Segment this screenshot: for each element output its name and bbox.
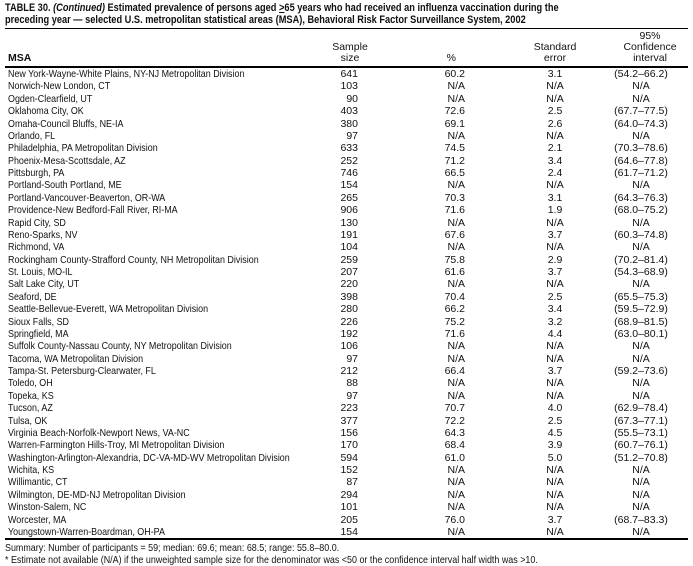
standard-error-cell: 3.7: [547, 365, 563, 377]
sample-size-cell: 130: [340, 216, 358, 229]
table-number: TABLE 30.: [5, 3, 54, 14]
confidence-interval-cell: (70.3–78.6): [614, 142, 668, 155]
sample-size-cell: 259: [340, 253, 358, 266]
table-row: [5, 217, 688, 229]
msa-cell: Worcester, MA: [8, 513, 67, 526]
table-header: [5, 29, 688, 67]
percent-cell: N/A: [447, 340, 465, 353]
msa-cell: Virginia Beach-Norfolk-Newport News, VA-NC: [8, 426, 190, 439]
sample-size-cell: 205: [340, 513, 358, 526]
table-row: [5, 526, 688, 539]
confidence-interval-cell: (61.7–71.2): [614, 167, 668, 179]
percent-cell: N/A: [447, 129, 465, 142]
percent-cell: 75.2: [444, 315, 465, 328]
footnote-line: * Estimate not available (N/A) if the unweighted sample size for the denominator was <50 or the confidence interval half width was >10.: [5, 554, 538, 566]
table-row: [5, 155, 688, 167]
table-footer: [5, 540, 688, 566]
continued-marker: (Continued): [53, 3, 105, 14]
msa-cell: Winston-Salem, NC: [8, 501, 87, 514]
col-header-confidence-interval: 95% Confidence interval: [623, 30, 677, 64]
standard-error-cell: 3.7: [547, 513, 563, 526]
sample-size-cell: 223: [340, 402, 358, 415]
standard-error-cell: N/A: [546, 377, 564, 390]
msa-cell: Wilmington, DE-MD-NJ Metropolitan Division: [8, 488, 186, 501]
percent-cell: N/A: [447, 352, 465, 365]
title-segment-1: Estimated prevalence of persons aged: [104, 3, 280, 14]
confidence-interval-cell: N/A: [632, 241, 650, 254]
confidence-interval-cell: N/A: [632, 129, 650, 142]
sample-size-cell: 294: [340, 488, 358, 501]
confidence-interval-cell: N/A: [632, 278, 650, 291]
standard-error-cell: N/A: [546, 129, 564, 142]
table-row: [5, 266, 688, 278]
percent-cell: N/A: [447, 179, 465, 192]
prevalence-table: [5, 29, 688, 540]
msa-cell: Seattle-Bellevue-Everett, WA Metropolitan Division: [8, 303, 209, 316]
msa-cell: Ogden-Clearfield, UT: [8, 92, 93, 105]
msa-cell: Wichita, KS: [8, 464, 55, 476]
standard-error-cell: N/A: [546, 92, 564, 105]
percent-cell: N/A: [447, 216, 465, 229]
sample-size-cell: 97: [346, 352, 358, 365]
table-row: [5, 254, 688, 266]
msa-cell: Providence-New Bedford-Fall River, RI-MA: [8, 204, 178, 217]
msa-cell: Sioux Falls, SD: [8, 315, 70, 328]
table-row: [5, 316, 688, 328]
table-row: [5, 229, 688, 241]
msa-cell: Suffolk County-Nassau County, NY Metropolitan Division: [8, 340, 232, 353]
confidence-interval-cell: (60.7–76.1): [614, 439, 668, 452]
percent-cell: 66.5: [444, 167, 465, 179]
percent-cell: 66.4: [444, 365, 465, 377]
confidence-interval-cell: N/A: [632, 501, 650, 514]
sample-size-cell: 104: [340, 241, 358, 254]
percent-cell: N/A: [447, 241, 465, 254]
sample-size-cell: 403: [340, 105, 358, 118]
percent-cell: 70.4: [444, 290, 465, 303]
table-row: [5, 365, 688, 377]
summary-line: Summary: Number of participants = 59; median: 69.6; mean: 68.5; range: 55.8–80.0.: [5, 543, 340, 555]
standard-error-cell: 3.1: [547, 68, 563, 80]
standard-error-cell: N/A: [546, 488, 564, 501]
table-row: [5, 278, 688, 290]
sample-size-cell: 170: [340, 439, 358, 452]
confidence-interval-cell: (64.0–74.3): [614, 117, 668, 130]
confidence-interval-cell: (67.7–77.5): [614, 105, 668, 118]
standard-error-cell: 3.7: [547, 266, 563, 278]
confidence-interval-cell: (54.2–66.2): [614, 68, 668, 80]
percent-cell: N/A: [447, 501, 465, 514]
standard-error-cell: 3.7: [547, 228, 563, 241]
sample-size-cell: 154: [340, 179, 358, 192]
percent-cell: 64.3: [444, 426, 465, 439]
percent-cell: N/A: [447, 389, 465, 402]
sample-size-cell: 192: [340, 327, 358, 340]
confidence-interval-cell: (68.9–81.5): [614, 315, 668, 328]
sample-size-cell: 97: [346, 389, 358, 402]
standard-error-cell: 3.9: [547, 439, 563, 452]
sample-size-cell: 252: [340, 154, 358, 167]
confidence-interval-cell: (54.3–68.9): [614, 266, 668, 278]
table-row: [5, 390, 688, 402]
confidence-interval-cell: N/A: [632, 92, 650, 105]
standard-error-cell: N/A: [546, 278, 564, 291]
msa-cell: Salt Lake City, UT: [8, 278, 80, 291]
standard-error-cell: 3.4: [547, 154, 563, 167]
sample-size-cell: 398: [340, 290, 358, 303]
msa-cell: Warren-Farmington Hills-Troy, MI Metropolitan Division: [8, 439, 225, 452]
standard-error-cell: N/A: [546, 525, 564, 538]
table-row: [5, 241, 688, 253]
sample-size-cell: 106: [340, 340, 358, 353]
percent-cell: N/A: [447, 92, 465, 105]
percent-cell: N/A: [447, 476, 465, 489]
msa-cell: Seaford, DE: [8, 290, 57, 303]
msa-cell: Youngstown-Warren-Boardman, OH-PA: [8, 525, 165, 538]
msa-cell: Tacoma, WA Metropolitan Division: [8, 352, 144, 365]
standard-error-cell: N/A: [546, 241, 564, 254]
percent-cell: 75.8: [444, 253, 465, 266]
standard-error-cell: N/A: [546, 80, 564, 93]
msa-cell: Springfield, MA: [8, 327, 69, 340]
table-row: [5, 464, 688, 476]
standard-error-cell: 4.4: [547, 327, 563, 340]
percent-cell: 61.0: [444, 451, 465, 464]
sample-size-cell: 103: [340, 80, 358, 93]
standard-error-cell: N/A: [546, 216, 564, 229]
standard-error-cell: 4.5: [547, 426, 563, 439]
confidence-interval-cell: (65.5–75.3): [614, 290, 668, 303]
percent-cell: 72.6: [444, 105, 465, 118]
confidence-interval-cell: N/A: [632, 80, 650, 93]
table-row: [5, 118, 688, 130]
confidence-interval-cell: (64.3–76.3): [614, 191, 668, 204]
percent-cell: N/A: [447, 80, 465, 93]
percent-cell: 76.0: [444, 513, 465, 526]
standard-error-cell: 2.6: [547, 117, 563, 130]
sample-size-cell: 220: [340, 278, 358, 291]
greater-equal-symbol: >: [279, 3, 285, 14]
msa-cell: Tampa-St. Petersburg-Clearwater, FL: [8, 365, 156, 377]
msa-cell: New York-Wayne-White Plains, NY-NJ Metropolitan Division: [8, 68, 245, 80]
table-header-row: [5, 29, 688, 67]
msa-cell: Orlando, FL: [8, 129, 56, 142]
msa-cell: Portland-South Portland, ME: [8, 179, 122, 192]
msa-cell: Oklahoma City, OK: [8, 105, 84, 118]
confidence-interval-cell: (64.6–77.8): [614, 154, 668, 167]
sample-size-cell: 152: [340, 464, 358, 476]
standard-error-cell: 2.4: [547, 167, 563, 179]
confidence-interval-cell: (68.7–83.3): [614, 513, 668, 526]
standard-error-cell: 2.9: [547, 253, 563, 266]
standard-error-cell: 1.9: [547, 204, 563, 217]
msa-cell: Norwich-New London, CT: [8, 80, 111, 93]
standard-error-cell: N/A: [546, 501, 564, 514]
confidence-interval-cell: N/A: [632, 476, 650, 489]
msa-cell: Topeka, KS: [8, 389, 54, 402]
table-row: [5, 291, 688, 303]
table-row: [5, 476, 688, 488]
msa-cell: Pittsburgh, PA: [8, 167, 65, 179]
table-row: [5, 93, 688, 105]
percent-cell: 61.6: [444, 266, 465, 278]
sample-size-cell: 906: [340, 204, 358, 217]
col-header-standard-error: Standard error: [533, 41, 577, 64]
percent-cell: 72.2: [444, 414, 465, 427]
table-title: [5, 3, 688, 29]
standard-error-cell: N/A: [546, 340, 564, 353]
percent-cell: 71.6: [444, 204, 465, 217]
confidence-interval-cell: (70.2–81.4): [614, 253, 668, 266]
percent-cell: 71.6: [444, 327, 465, 340]
sample-size-cell: 265: [340, 191, 358, 204]
standard-error-cell: N/A: [546, 179, 564, 192]
standard-error-cell: 4.0: [547, 402, 563, 415]
standard-error-cell: 3.2: [547, 315, 563, 328]
percent-cell: N/A: [447, 525, 465, 538]
msa-cell: Washington-Arlington-Alexandria, DC-VA-MD-WV Metropolitan Division: [8, 451, 290, 464]
standard-error-cell: N/A: [546, 476, 564, 489]
standard-error-cell: 5.0: [547, 451, 563, 464]
msa-cell: St. Louis, MO-IL: [8, 266, 73, 278]
msa-cell: Tucson, AZ: [8, 402, 53, 415]
table-row: [5, 192, 688, 204]
sample-size-cell: 88: [346, 377, 358, 390]
table-row: [5, 130, 688, 142]
sample-size-cell: 101: [340, 501, 358, 514]
table-row: [5, 415, 688, 427]
confidence-interval-cell: (63.0–80.1): [614, 327, 668, 340]
confidence-interval-cell: N/A: [632, 525, 650, 538]
title-segment-3: preceding year — selected U.S. metropolitan statistical areas (MSA), Behavioral Risk Factor Surveillance System, 2002: [5, 13, 526, 26]
table-row: [5, 353, 688, 365]
percent-cell: 69.1: [444, 117, 465, 130]
table-row: [5, 340, 688, 352]
col-header-sample-size: Sample size: [332, 41, 368, 64]
sample-size-cell: 380: [340, 117, 358, 130]
msa-cell: Omaha-Council Bluffs, NE-IA: [8, 117, 124, 130]
table-row: [5, 452, 688, 464]
table-row: [5, 167, 688, 179]
sample-size-cell: 90: [346, 92, 358, 105]
sample-size-cell: 633: [340, 142, 358, 155]
confidence-interval-cell: (60.3–74.8): [614, 228, 668, 241]
percent-cell: 71.2: [444, 154, 465, 167]
standard-error-cell: N/A: [546, 389, 564, 402]
confidence-interval-cell: N/A: [632, 464, 650, 476]
table-row: [5, 105, 688, 117]
percent-cell: 70.7: [444, 402, 465, 415]
standard-error-cell: 3.4: [547, 303, 563, 316]
confidence-interval-cell: (51.2–70.8): [614, 451, 668, 464]
sample-size-cell: 207: [340, 266, 358, 278]
col-header-msa: MSA: [8, 52, 32, 64]
percent-cell: N/A: [447, 377, 465, 390]
sample-size-cell: 377: [340, 414, 358, 427]
sample-size-cell: 156: [340, 426, 358, 439]
table-row: [5, 377, 688, 389]
msa-cell: Reno-Sparks, NV: [8, 228, 78, 241]
sample-size-cell: 154: [340, 525, 358, 538]
confidence-interval-cell: N/A: [632, 179, 650, 192]
standard-error-cell: 3.1: [547, 191, 563, 204]
sample-size-cell: 641: [340, 68, 358, 80]
msa-cell: Rapid City, SD: [8, 216, 66, 229]
standard-error-cell: 2.5: [547, 414, 563, 427]
table-row: [5, 142, 688, 154]
standard-error-cell: N/A: [546, 352, 564, 365]
percent-cell: 68.4: [444, 439, 465, 452]
col-header-percent: %: [446, 52, 456, 64]
title-segment-2: 65 years who had received an influenza vaccination during the: [284, 3, 559, 14]
sample-size-cell: 212: [340, 365, 358, 377]
standard-error-cell: N/A: [546, 464, 564, 476]
table-row: [5, 439, 688, 451]
table-row: [5, 80, 688, 92]
table-row: [5, 514, 688, 526]
percent-cell: 70.3: [444, 191, 465, 204]
table-row: [5, 501, 688, 513]
table-title-text: [5, 3, 688, 26]
sample-size-cell: 191: [340, 228, 358, 241]
msa-cell: Philadelphia, PA Metropolitan Division: [8, 142, 158, 155]
table-row: [5, 204, 688, 216]
percent-cell: N/A: [447, 278, 465, 291]
standard-error-cell: 2.5: [547, 105, 563, 118]
sample-size-cell: 280: [340, 303, 358, 316]
table-row: [5, 303, 688, 315]
confidence-interval-cell: N/A: [632, 340, 650, 353]
sample-size-cell: 87: [346, 476, 358, 489]
table-row: [5, 179, 688, 191]
msa-cell: Toledo, OH: [8, 377, 53, 390]
standard-error-cell: 2.5: [547, 290, 563, 303]
msa-cell: Portland-Vancouver-Beaverton, OR-WA: [8, 191, 166, 204]
confidence-interval-cell: (59.2–73.6): [614, 365, 668, 377]
percent-cell: N/A: [447, 488, 465, 501]
msa-cell: Willimantic, CT: [8, 476, 68, 489]
percent-cell: 74.5: [444, 142, 465, 155]
confidence-interval-cell: N/A: [632, 377, 650, 390]
confidence-interval-cell: (55.5–73.1): [614, 426, 668, 439]
msa-cell: Richmond, VA: [8, 241, 65, 254]
confidence-interval-cell: (62.9–78.4): [614, 402, 668, 415]
percent-cell: 67.6: [444, 228, 465, 241]
table-row: [5, 489, 688, 501]
table-body: [5, 67, 688, 539]
confidence-interval-cell: N/A: [632, 488, 650, 501]
percent-cell: N/A: [447, 464, 465, 476]
sample-size-cell: 226: [340, 315, 358, 328]
confidence-interval-cell: N/A: [632, 389, 650, 402]
confidence-interval-cell: (68.0–75.2): [614, 204, 668, 217]
msa-cell: Phoenix-Mesa-Scottsdale, AZ: [8, 154, 126, 167]
msa-cell: Tulsa, OK: [8, 414, 48, 427]
confidence-interval-cell: (59.5–72.9): [614, 303, 668, 316]
sample-size-cell: 594: [340, 451, 358, 464]
sample-size-cell: 746: [340, 167, 358, 179]
table-row: [5, 328, 688, 340]
standard-error-cell: 2.1: [547, 142, 563, 155]
confidence-interval-cell: N/A: [632, 216, 650, 229]
table-row: [5, 67, 688, 80]
table-row: [5, 427, 688, 439]
confidence-interval-cell: (67.3–77.1): [614, 414, 668, 427]
confidence-interval-cell: N/A: [632, 352, 650, 365]
percent-cell: 60.2: [444, 68, 465, 80]
msa-cell: Rockingham County-Strafford County, NH Metropolitan Division: [8, 253, 259, 266]
table-row: [5, 402, 688, 414]
percent-cell: 66.2: [444, 303, 465, 316]
sample-size-cell: 97: [346, 129, 358, 142]
